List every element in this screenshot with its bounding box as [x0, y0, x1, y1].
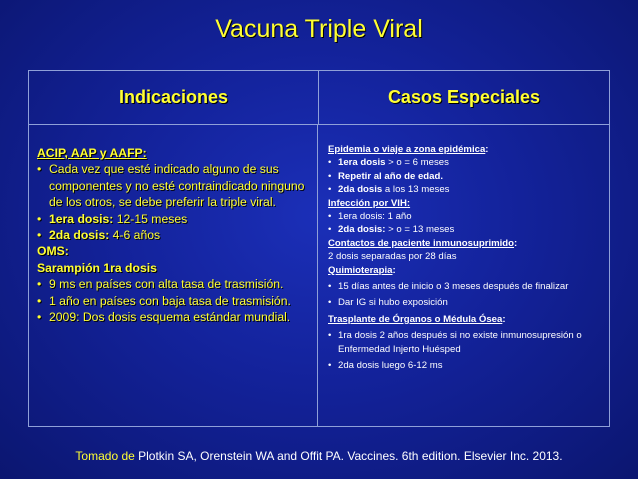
- trasplante-heading-line: Trasplante de Órganos o Médula Ósea:: [328, 313, 506, 325]
- oms-low-transmission: 1 año en países con baja tasa de trasmisión.: [49, 293, 291, 308]
- bullet-icon: •: [37, 277, 42, 292]
- bullet-icon: •: [328, 170, 332, 182]
- vih-dose2-label: 2da dosis:: [338, 224, 386, 236]
- citation-footer: [0, 449, 638, 463]
- dose2-value: 4-6 años: [109, 228, 161, 243]
- table-body: [29, 125, 609, 426]
- oms-high-transmission: 9 ms en países con alta tasa de trasmisión.: [49, 277, 284, 292]
- trasplante-dose2: 2da dosis luego 6-12 ms: [338, 360, 443, 372]
- list-item: [328, 210, 603, 223]
- dose1-value: 12-15 meses: [113, 211, 188, 226]
- header-indicaciones: Indicaciones: [29, 71, 319, 124]
- oms-2009-standard: 2009: Dos dosis esquema estándar mundial.: [49, 310, 291, 325]
- inmuno-heading: Contactos de paciente inmunosuprimido: [328, 237, 515, 249]
- bullet-icon: •: [37, 162, 42, 177]
- list-item: [37, 293, 311, 309]
- epi-dose2-value: a los 13 meses: [382, 184, 450, 196]
- epi-dose1-label: 1era dosis: [338, 157, 386, 169]
- casos-especiales-column: [318, 125, 609, 426]
- dose1-label: 1era dosis:: [49, 211, 114, 226]
- bullet-icon: •: [37, 211, 42, 226]
- epi-dose2-label: 2da dosis: [338, 184, 383, 196]
- list-item: [328, 170, 603, 183]
- trasplante-dose1: 1ra dosis 2 años después si no existe inmunosupresión o Enfermedad Injerto Huésped: [338, 330, 582, 355]
- list-item: [328, 223, 603, 236]
- quimio-ig: Dar IG si hubo exposición: [338, 297, 448, 309]
- inmuno-heading-line: Contactos de paciente inmunosuprimido:: [328, 237, 518, 249]
- bullet-icon: •: [328, 360, 332, 372]
- list-item: [328, 359, 603, 372]
- acip-heading: ACIP, AAP y AAFP:: [37, 146, 147, 160]
- bullet-icon: •: [328, 224, 332, 236]
- sarampion-heading: Sarampión 1ra dosis: [37, 260, 157, 275]
- content-table: [28, 70, 610, 427]
- list-item: [328, 156, 603, 169]
- table-header: [29, 71, 609, 125]
- bullet-icon: •: [37, 228, 42, 243]
- quimio-heading: Quimioterapia: [328, 264, 393, 276]
- epi-repeat: Repetir al año de edad.: [338, 170, 444, 182]
- inmuno-text: 2 dosis separadas por 28 días: [328, 251, 457, 263]
- quimio-heading-line: Quimioterapia:: [328, 264, 396, 276]
- list-item: [37, 211, 311, 227]
- vih-dose2-value: > o = 13 meses: [385, 224, 455, 236]
- citation-lead: Tomado de: [75, 449, 135, 463]
- epidemia-heading-line: Epidemia o viaje a zona epidémica:: [328, 144, 489, 155]
- bullet-icon: •: [37, 310, 42, 325]
- bullet-icon: •: [328, 184, 332, 196]
- oms-heading: OMS:: [37, 244, 69, 259]
- bullet-icon: •: [328, 211, 332, 223]
- bullet-icon: •: [328, 281, 332, 293]
- bullet-icon: •: [328, 157, 332, 169]
- bullet-icon: •: [328, 330, 332, 342]
- vih-heading: Infección por VIH:: [328, 197, 411, 209]
- vih-dose1: 1era dosis: 1 año: [338, 211, 412, 223]
- slide-title: Vacuna Triple Viral: [215, 15, 423, 43]
- dose2-label: 2da dosis:: [49, 228, 110, 243]
- bullet-icon: •: [328, 297, 332, 309]
- list-item: [37, 276, 311, 292]
- list-item: [328, 329, 603, 356]
- list-item: [37, 161, 311, 210]
- bullet-icon: •: [37, 293, 42, 308]
- indicaciones-column: [29, 125, 318, 426]
- trasplante-heading: Trasplante de Órganos o Médula Ósea: [328, 313, 503, 325]
- quimio-timing: 15 días antes de inicio o 3 meses después de finalizar: [338, 281, 569, 293]
- citation-text: Plotkin SA, Orenstein WA and Offit PA. Vaccines. 6th edition. Elsevier Inc. 2013.: [134, 449, 563, 463]
- epidemia-heading: Epidemia o viaje a zona epidémica: [328, 144, 486, 155]
- list-item: [328, 280, 603, 293]
- list-item: [37, 309, 311, 325]
- list-item: [37, 227, 311, 243]
- header-casos-especiales: Casos Especiales: [387, 87, 541, 107]
- list-item: [328, 183, 603, 196]
- combined-vaccine-note: Cada vez que esté indicado alguno de sus componentes y no esté contraindicado ninguno de los otros, se debe preferir la triple viral.: [49, 162, 305, 210]
- epi-dose1-value: > o = 6 meses: [385, 157, 449, 169]
- list-item: [328, 296, 603, 309]
